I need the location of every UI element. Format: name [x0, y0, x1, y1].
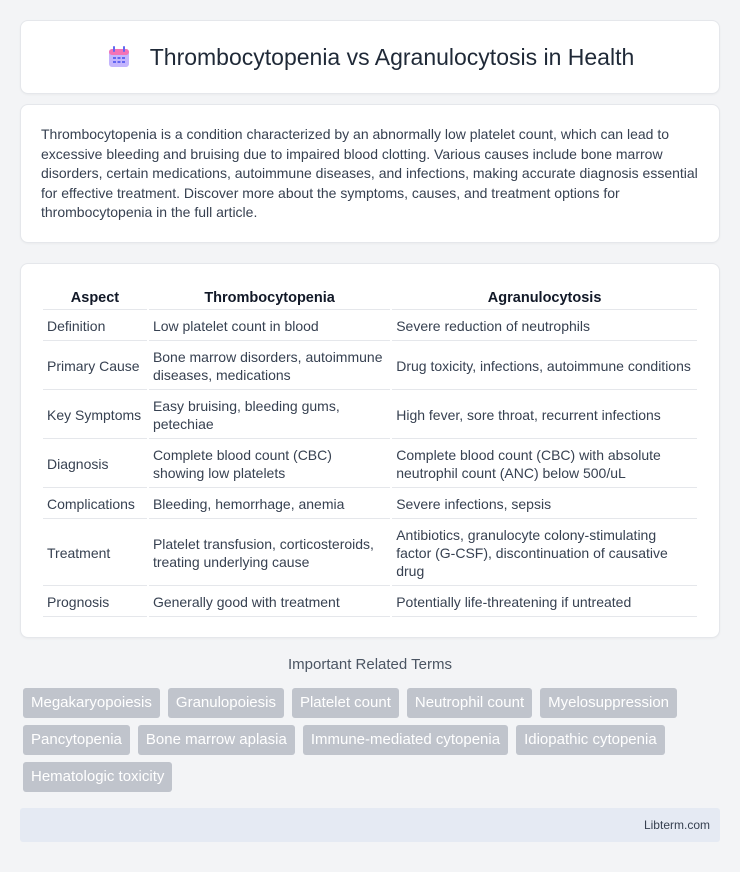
header-aspect: Aspect	[43, 286, 147, 310]
table-cell: Potentially life-threatening if untreated	[392, 588, 697, 617]
footer-site-link[interactable]: Libterm.com	[643, 818, 710, 832]
table-row	[43, 312, 697, 341]
related-term-chip[interactable]: Bone marrow aplasia	[138, 725, 295, 755]
related-term-chip[interactable]: Hematologic toxicity	[23, 762, 172, 792]
table-cell: High fever, sore throat, recurrent infections	[392, 392, 697, 439]
table-header-row	[43, 286, 697, 310]
intro-text: Thrombocytopenia is a condition characterized by an abnormally low platelet count, which can lead to excessive bleeding and bruising due to impaired blood clotting. Various causes include bone marrow disorders, certain medications, autoimmune diseases, and infections, making accurate diagnosis essential for effective treatment. Discover more about the symptoms, causes, and treatment options for thrombocytopenia in the full article.	[41, 126, 698, 220]
related-term-chip[interactable]: Pancytopenia	[23, 725, 130, 755]
related-term-chip[interactable]: Immune-mediated cytopenia	[303, 725, 508, 755]
table-row	[43, 392, 697, 439]
table-cell: Easy bruising, bleeding gums, petechiae	[149, 392, 390, 439]
table-cell: Prognosis	[43, 588, 147, 617]
table-cell: Bleeding, hemorrhage, anemia	[149, 490, 390, 519]
table-row	[43, 588, 697, 617]
related-terms-title: Important Related Terms	[288, 656, 452, 673]
table-cell: Definition	[43, 312, 147, 341]
related-terms-list	[23, 688, 723, 792]
related-term-chip[interactable]: Myelosuppression	[540, 688, 677, 718]
table-cell: Antibiotics, granulocyte colony-stimulating factor (G-CSF), discontinuation of causative drug	[392, 521, 697, 586]
related-term-chip[interactable]: Idiopathic cytopenia	[516, 725, 665, 755]
related-term-chip[interactable]: Megakaryopoiesis	[23, 688, 160, 718]
header-thrombocytopenia: Thrombocytopenia	[149, 286, 390, 310]
table-cell: Severe reduction of neutrophils	[392, 312, 697, 341]
header-agranulocytosis: Agranulocytosis	[392, 286, 697, 310]
related-term-chip[interactable]: Granulopoiesis	[168, 688, 284, 718]
table-cell: Severe infections, sepsis	[392, 490, 697, 519]
table-cell: Platelet transfusion, corticosteroids, treating underlying cause	[149, 521, 390, 586]
table-cell: Diagnosis	[43, 441, 147, 488]
table-row	[43, 441, 697, 488]
table-cell: Complete blood count (CBC) with absolute neutrophil count (ANC) below 500/uL	[392, 441, 697, 488]
table-cell: Primary Cause	[43, 343, 147, 390]
table-row	[43, 343, 697, 390]
table-cell: Drug toxicity, infections, autoimmune conditions	[392, 343, 697, 390]
table-cell: Treatment	[43, 521, 147, 586]
page-header	[20, 20, 720, 94]
table-row	[43, 521, 697, 586]
page-title: Thrombocytopenia vs Agranulocytosis in Health	[149, 43, 635, 70]
table-cell: Generally good with treatment	[149, 588, 390, 617]
table-cell: Low platelet count in blood	[149, 312, 390, 341]
related-term-chip[interactable]: Platelet count	[292, 688, 399, 718]
comparison-table	[41, 284, 699, 619]
table-cell: Bone marrow disorders, autoimmune diseases, medications	[149, 343, 390, 390]
table-cell: Complications	[43, 490, 147, 519]
comparison-card	[20, 263, 720, 638]
table-cell: Key Symptoms	[43, 392, 147, 439]
calendar-icon	[106, 44, 132, 70]
table-row	[43, 490, 697, 519]
table-cell: Complete blood count (CBC) showing low platelets	[149, 441, 390, 488]
footer	[20, 808, 720, 842]
intro-card	[20, 104, 720, 243]
related-term-chip[interactable]: Neutrophil count	[407, 688, 532, 718]
